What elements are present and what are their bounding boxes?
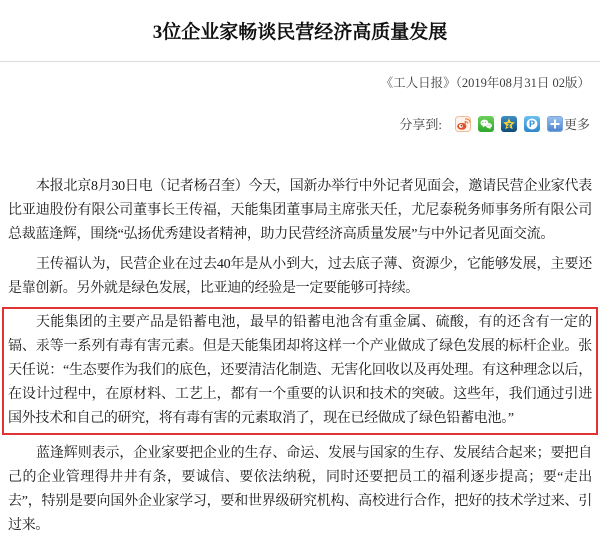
- article-title: 3位企业家畅谈民营经济高质量发展: [152, 22, 448, 43]
- paragraph-wangchuanfu: 王传福认为，民营企业在过去40年是从小到大，过去底子薄、资源少，它能够发展，主要还是靠创新。另外就是绿色发展，比亚迪的经验是一定要能够可持续。: [8, 257, 592, 296]
- article-source: 《工人日报》（2019年08月31日 02版）: [380, 76, 590, 90]
- paragraph-lead: 本报北京8月30日电（记者杨召奎）今天，国新办举行中外记者见面会，邀请民营企业家代表比亚迪股份有限公司董事长王传福，天能集团董事局主席张天任，尤尼泰税务师事务所有限公司总裁蓝逢辉，围绕“弘扬优秀建设者精神，助力民营经济高质量发展”与中外记者见面交流。: [8, 179, 592, 242]
- share-bar: [0, 114, 590, 133]
- qzone-icon[interactable]: [501, 116, 517, 132]
- sina-weibo-icon[interactable]: [455, 116, 471, 132]
- plus-icon: [547, 116, 563, 132]
- highlight-annotation-box: [2, 307, 598, 435]
- wechat-icon[interactable]: [478, 116, 494, 132]
- pengyou-icon[interactable]: [524, 116, 540, 132]
- more-share-button[interactable]: [547, 114, 590, 133]
- share-label: 分享到:: [399, 117, 442, 132]
- title-divider: [0, 61, 600, 62]
- paragraph-zhangtianren-highlighted: 天能集团的主要产品是铅蓄电池，最早的铅蓄电池含有重金属、硫酸，有的还含有一定的镉、汞等一系列有毒有害元素。但是天能集团却将这样一个产业做成了绿色发展的标杆企业。张天任说：“生态要作为我们的底色，还要清洁化制造、无害化回收以及再处理。有这种理念以后，在设计过程中，在原材料、工艺上，都有一个重要的认识和技术的突破。这些年，我们通过引进国外技术和自己的研究，将有毒有害的元素取消了，现在已经做成了绿色铅蓄电池。”: [8, 315, 592, 426]
- svg-text:P: P: [528, 118, 535, 129]
- article-body: [8, 175, 592, 538]
- article-page: [0, 21, 600, 537]
- more-label: 更多: [563, 117, 590, 132]
- paragraph-lanfenghui: 蓝逢辉则表示，企业家要把企业的生存、命运、发展与国家的生存、发展结合起来；要把自己的企业管理得井井有条，要诚信、要依法纳税，同时还要把员工的福利逐步提高；要“走出去”，特别是要向国外企业家学习，要和世界级研究机构、高校进行合作，把好的技术学过来、引过来。: [8, 446, 592, 533]
